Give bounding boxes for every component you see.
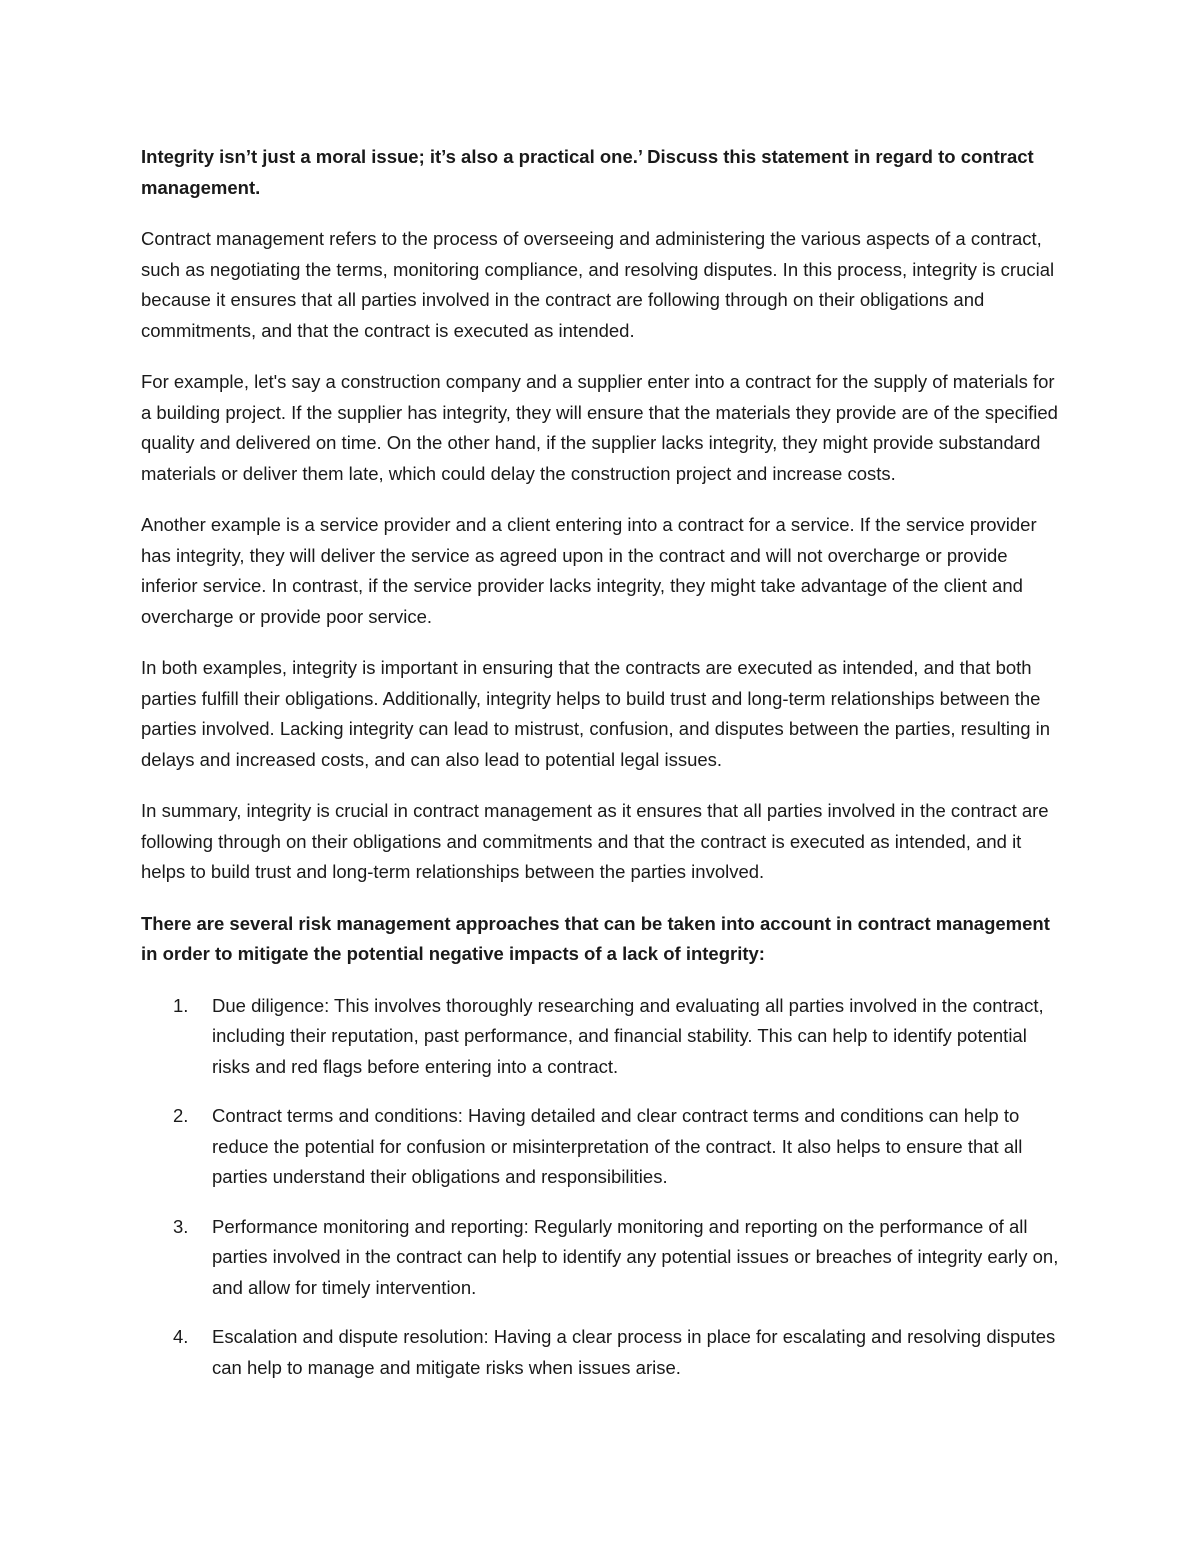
list-item-number: 1. [173, 994, 189, 1016]
list-item [141, 1322, 1066, 1383]
list-item-number: 2. [173, 1105, 189, 1126]
paragraph-summary: In summary, integrity is crucial in contract management as it ensures that all parties involved in the contract are following through on their obligations and commitments and that the contract is executed as intended, and it helps to build trust and long-term relationships between the parties involved. [141, 800, 1049, 882]
paragraph-both-examples: In both examples, integrity is important in ensuring that the contracts are executed as intended, and that both parties fulfill their obligations. Additionally, integrity helps to build trust and long-term relationships between the parties involved. Lacking integrity can lead to mistrust, confusion, and disputes between the parties, resulting in delays and increased costs, and can also lead to potential legal issues. [141, 657, 1051, 770]
list-item [141, 1212, 1066, 1304]
list-item-number: 4. [173, 1326, 189, 1347]
list-item-text: Due diligence: This involves thoroughly researching and evaluating all parties involved in the contract, including their reputation, past performance, and financial stability. This can help to identify potential risks and red flags before entering into a contract. [212, 994, 1044, 1077]
document-page [141, 142, 1066, 1402]
list-item-text: Contract terms and conditions: Having detailed and clear contract terms and conditions can help to reduce the potential for confusion or misinterpretation of the contract. It also helps to ensure that all parties understand their obligations and responsibilities. [212, 1105, 1023, 1187]
list-item-text: Escalation and dispute resolution: Having a clear process in place for escalating and resolving disputes can help to manage and mitigate risks when issues arise. [212, 1326, 1056, 1378]
section-subheading: There are several risk management approaches that can be taken into account in contract management in order to mitigate the potential negative impacts of a lack of integrity: [141, 912, 1050, 964]
list-item-text: Performance monitoring and reporting: Regularly monitoring and reporting on the performance of all parties involved in the contract can help to identify any potential issues or breaches of integrity early on, and allow for timely intervention. [212, 1215, 1059, 1298]
approaches-list [141, 991, 1066, 1384]
document-title: Integrity isn’t just a moral issue; it’s also a practical one.’ Discuss this statement in regard to contract management. [141, 146, 1034, 198]
list-item [141, 1101, 1066, 1193]
paragraph-intro: Contract management refers to the process of overseeing and administering the various aspects of a contract, such as negotiating the terms, monitoring compliance, and resolving disputes. In this process, integrity is crucial because it ensures that all parties involved in the contract are following through on their obligations and commitments, and that the contract is executed as intended. [141, 228, 1055, 341]
list-item [141, 991, 1066, 1083]
paragraph-service-example: Another example is a service provider and a client entering into a contract for a service. If the service provider has integrity, they will deliver the service as agreed upon in the contract and will not overcharge or provide inferior service. In contrast, if the service provider lacks integrity, they might take advantage of the client and overcharge or provide poor service. [141, 514, 1037, 627]
list-item-number: 3. [173, 1215, 189, 1237]
paragraph-construction-example: For example, let's say a construction company and a supplier enter into a contract for the supply of materials for a building project. If the supplier has integrity, they will ensure that the materials they provide are of the specified quality and delivered on time. On the other hand, if the supplier lacks integrity, they might provide substandard materials or deliver them late, which could delay the construction project and increase costs. [141, 371, 1058, 484]
